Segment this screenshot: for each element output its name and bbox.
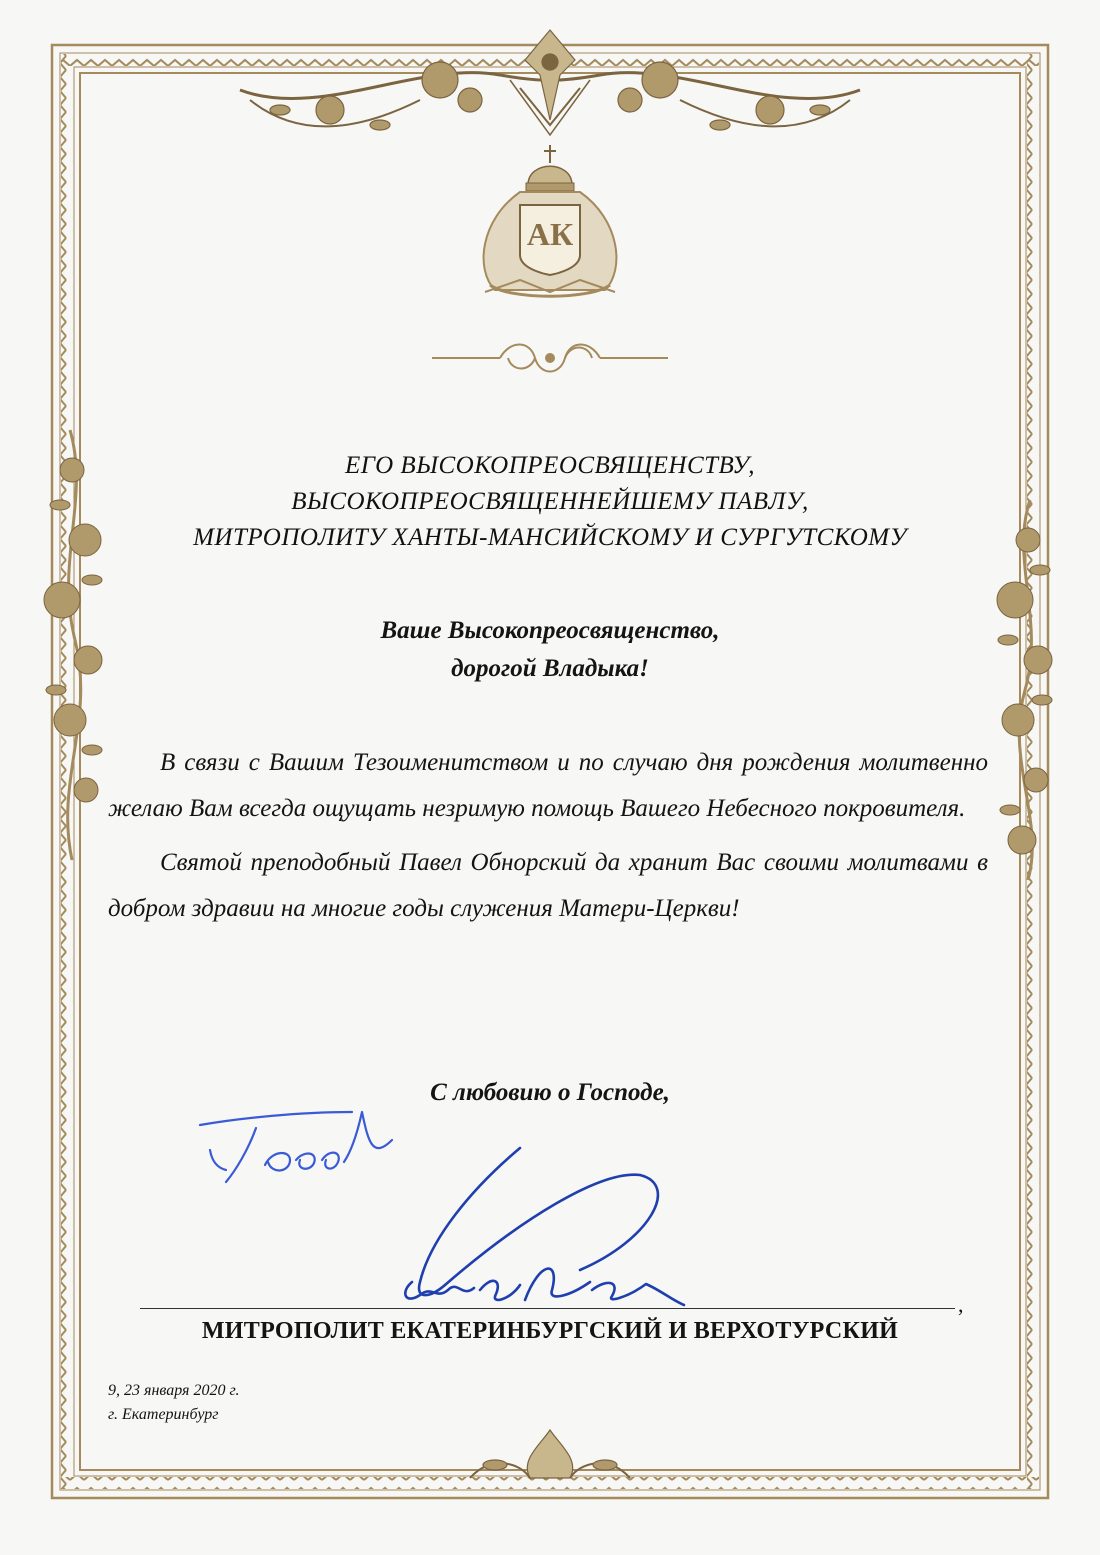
signature-line (140, 1308, 955, 1309)
closing-phrase: С любовию о Господе, (430, 1079, 670, 1106)
handwritten-signature (405, 1148, 684, 1305)
addressee-line: ЕГО ВЫСОКОПРЕОСВЯЩЕНСТВУ, (344, 452, 756, 479)
right-floral-garland (997, 500, 1052, 880)
body-paragraph: В связи с Вашим Тезоименитством и по случаю дня рождения молитвенно желаю Вам всегда ощущать незримую помощь Вашего Небесного покровителя. (108, 749, 988, 822)
greeting-line: дорогой Владыка! (451, 655, 649, 682)
emblem-monogram: АК (526, 216, 574, 252)
handwritten-note (200, 1112, 392, 1182)
letter-body (108, 740, 988, 940)
letter-date: 9, 23 января 2020 г. (108, 1382, 240, 1399)
body-paragraph: Святой преподобный Павел Обнорский да хранит Вас своими молитвами в добром здравии на многие годы служения Матери-Церкви! (108, 849, 988, 922)
addressee-line: ВЫСОКОПРЕОСВЯЩЕННЕЙШЕМУ ПАВЛУ, (291, 488, 809, 515)
greeting-block (110, 612, 990, 688)
divider-ornament (432, 345, 668, 372)
addressee-block (110, 448, 990, 556)
letter-place: г. Екатеринбург (108, 1406, 219, 1423)
crowned-monogram-emblem (484, 145, 617, 296)
greeting-line: Ваше Высокопреосвященство, (380, 617, 720, 644)
signatory-title: МИТРОПОЛИТ ЕКАТЕРИНБУРГСКИЙ И ВЕРХОТУРСКИЙ (201, 1318, 899, 1344)
addressee-line: МИТРОПОЛИТУ ХАНТЫ-МАНСИЙСКОМУ И СУРГУТСКОМУ (193, 524, 907, 551)
signature-comma: , (958, 1292, 964, 1317)
